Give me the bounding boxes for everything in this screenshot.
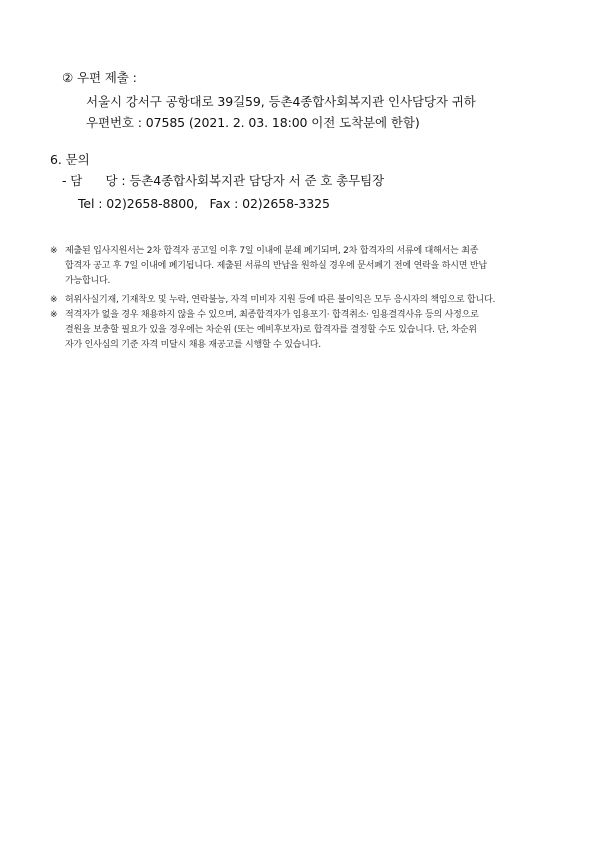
- note-text: 자가 인사심의 기준 자격 미달시 채용 재공고를 시행할 수 있습니다.: [65, 340, 321, 350]
- reference-mark: ※: [50, 246, 58, 256]
- note-text: 허위사실기재, 기재착오 및 누락, 연락불능, 자격 미비자 지원 등에 따른 불이익은 모두 응시자의 책임으로 합니다.: [65, 295, 496, 305]
- note-3-line-2: [50, 323, 580, 338]
- note-2-line-1: [50, 293, 580, 308]
- note-3-line-1: [50, 308, 580, 323]
- postal-code-deadline: 우편번호 : 07585 (2021. 2. 03. 18:00 이전 도착분에 한함): [86, 115, 420, 130]
- note-text: 적격자가 없을 경우 채용하지 않을 수 있으며, 최종합격자가 임용포기· 합격취소· 임용결격사유 등의 사정으로: [65, 310, 479, 320]
- reference-mark: ※: [50, 295, 58, 305]
- reference-mark: ※: [50, 310, 58, 320]
- note-text: 합격자 공고 후 7일 이내에 폐기됩니다. 제출된 서류의 반납을 원하실 경우에 문서폐기 전에 연락을 하시면 반납: [65, 261, 487, 271]
- note-text: 제출된 입사지원서는 2차 합격자 공고일 이후 7일 이내에 분쇄 폐기되며, 2차 합격자의 서류에 대해서는 최종: [65, 246, 479, 256]
- note-text: 결원을 보충할 필요가 있을 경우에는 차순위 (또는 예비후보자)로 합격자를 결정할 수도 있습니다. 단, 차순위: [65, 325, 477, 335]
- note-text: 가능합니다.: [65, 276, 111, 286]
- contact-person: - 담 당 : 등촌4종합사회복지관 담당자 서 준 호 총무팀장: [62, 173, 385, 188]
- postal-submission-label: ② 우편 제출 :: [62, 70, 137, 85]
- inquiry-heading: 6. 문의: [50, 152, 90, 167]
- note-1-line-1: [50, 244, 580, 259]
- mailing-address: 서울시 강서구 공항대로 39길59, 등촌4종합사회복지관 인사담당자 귀하: [86, 94, 476, 109]
- note-1-line-3: [50, 274, 580, 293]
- note-1-line-2: [50, 259, 580, 274]
- note-3-line-3: [50, 338, 580, 353]
- notes-block: [50, 244, 580, 353]
- contact-phone-fax: Tel : 02)2658-8800, Fax : 02)2658-3325: [78, 196, 330, 211]
